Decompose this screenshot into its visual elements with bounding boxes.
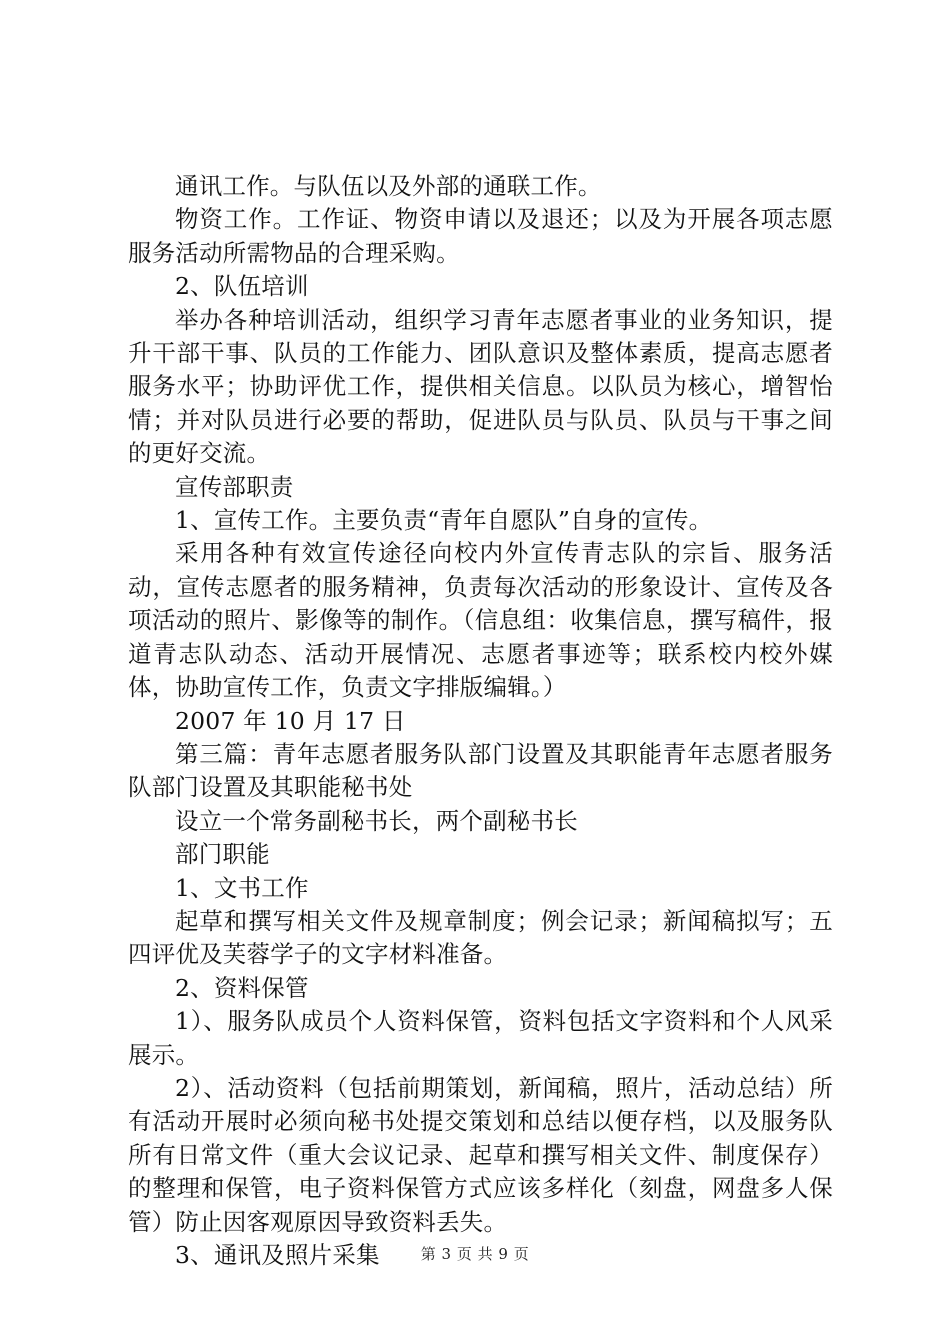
document-body <box>128 170 833 1272</box>
paragraph-secretary-setup: 设立一个常务副秘书长，两个副秘书长 <box>175 806 578 835</box>
heading-department-functions: 部门职能 <box>175 840 270 869</box>
page-footer: 第 3 页 共 9 页 <box>420 1245 530 1263</box>
paragraph-publicity-detail: 采用各种有效宣传途径向校内外宣传青志队的宗旨、服务活动，宣传志愿者的服务精神，负责每次活动的形象设计、宣传及各项活动的照片、影像等的制作。（信息组：收集信息，撰写稿件，报道青志队动态、活动开展情况、志愿者事迹等；联系校内校外媒体，协助宣传工作，负责文字排版编辑。） <box>128 539 833 702</box>
paragraph-date: 2007 年 10 月 17 日 <box>175 706 406 735</box>
heading-publicity-duties: 宣传部职责 <box>175 472 294 501</box>
heading-clerical-work: 1、文书工作 <box>175 873 309 902</box>
paragraph-supplies: 物资工作。工作证、物资申请以及退还；以及为开展各项志愿服务活动所需物品的合理采购。 <box>128 205 833 267</box>
paragraph-third-article-title: 第三篇：青年志愿者服务队部门设置及其职能青年志愿者服务队部门设置及其职能秘书处 <box>128 739 833 802</box>
paragraph-clerical-work: 起草和撰写相关文件及规章制度；例会记录；新闻稿拟写；五四评优及芙蓉学子的文字材料准备。 <box>128 906 833 969</box>
heading-records-custody: 2、资料保管 <box>175 973 309 1002</box>
heading-team-training: 2、队伍培训 <box>175 272 309 301</box>
paragraph-publicity-work: 1、宣传工作。主要负责“青年自愿队”自身的宣传。 <box>175 506 713 535</box>
heading-communication-photos: 3、通讯及照片采集 <box>175 1241 380 1269</box>
paragraph-member-records: 1）、服务队成员个人资料保管，资料包括文字资料和个人风采展示。 <box>128 1007 833 1069</box>
paragraph-training: 举办各种培训活动，组织学习青年志愿者事业的业务知识，提升干部干事、队员的工作能力、团队意识及整体素质，提高志愿者服务水平；协助评优工作，提供相关信息。以队员为核心，增智怡情；并对队员进行必要的帮助，促进队员与队员、队员与干事之间的更好交流。 <box>128 305 833 468</box>
paragraph-communication: 通讯工作。与队伍以及外部的通联工作。 <box>175 172 602 200</box>
paragraph-activity-records: 2）、活动资料（包括前期策划，新闻稿，照片，活动总结）所有活动开展时必须向秘书处提交策划和总结以便存档，以及服务队所有日常文件（重大会议记录、起草和撰写相关文件、制度保存）的整理和保管，电子资料保管方式应该多样化（刻盘，网盘多人保管）防止因客观原因导致资料丢失。 <box>128 1073 833 1236</box>
